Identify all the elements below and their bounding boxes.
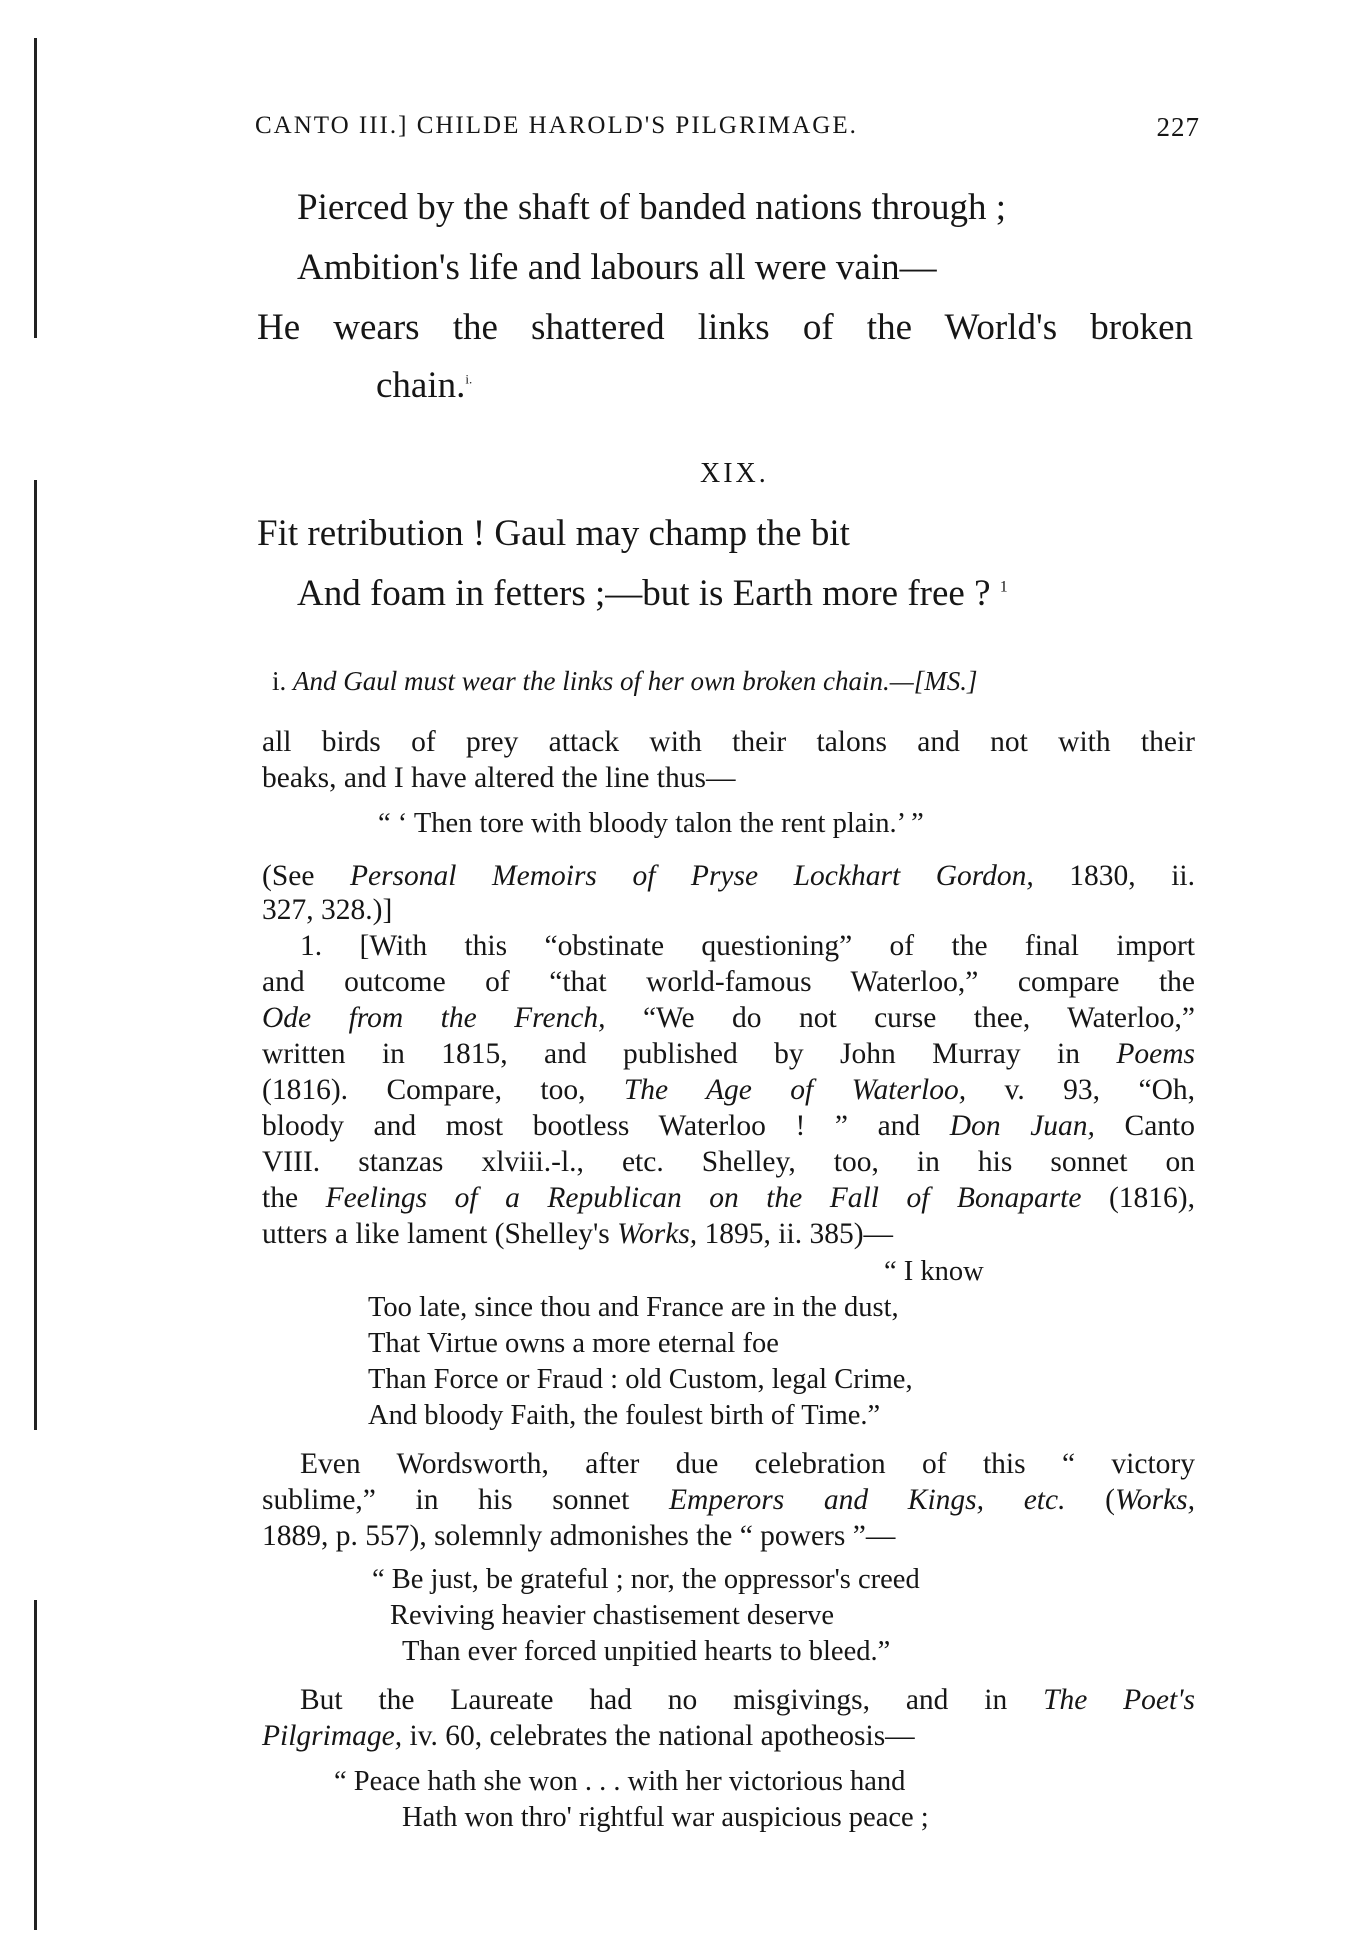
note-line: 1889, p. 557), solemnly admonishes the “ powers ”— <box>262 1520 896 1552</box>
book-title: Personal Memoirs of Pryse Lockhart Gordon, <box>349 860 1034 892</box>
footnote-reference: 1 <box>999 578 1008 596</box>
note-text: ( <box>1065 1484 1115 1516</box>
quoted-line: Than ever forced unpitied hearts to bleed.” <box>402 1636 891 1667</box>
note-text: Canto <box>1094 1110 1195 1142</box>
note-text: (1816). Compare, too, <box>262 1074 624 1106</box>
book-title: Emperors and Kings, etc. <box>668 1484 1066 1516</box>
note-line: VIII. stanzas xlviii.-l., etc. Shelley, too, in his sonnet on <box>262 1146 1195 1178</box>
note-text: “We do not curse thee, Waterloo,” <box>605 1002 1195 1034</box>
book-title: Feelings of a Republican on the Fall of Bonaparte <box>325 1182 1082 1214</box>
book-title: Works, <box>617 1218 698 1250</box>
verse-line: He wears the shattered links of the World's broken <box>257 307 1193 348</box>
note-text: the <box>262 1182 326 1214</box>
note-line <box>262 1718 1195 1754</box>
running-title: CANTO III.] CHILDE HAROLD'S PILGRIMAGE. <box>255 112 858 139</box>
stanza-numeral: XIX. <box>700 458 769 489</box>
note-line <box>262 1482 1195 1518</box>
note-text: (See <box>262 860 350 892</box>
note-text: utters a like lament (Shelley's <box>262 1218 618 1250</box>
note-text: (1816), <box>1081 1182 1196 1214</box>
quoted-line: Too late, since thou and France are in the dust, <box>368 1292 899 1323</box>
book-title: The Poet's <box>1043 1684 1196 1716</box>
note-text: sublime,” in his sonnet <box>262 1484 669 1516</box>
note-text: written in 1815, and published by John Murray in <box>262 1038 1117 1070</box>
binding-edge-mark <box>34 38 37 338</box>
verse-line <box>376 364 472 407</box>
note-text: But the Laureate had no misgivings, and in <box>300 1684 1044 1716</box>
note-line: beaks, and I have altered the line thus— <box>262 762 736 794</box>
verse-line: Ambition's life and labours all were vain— <box>297 247 937 288</box>
quoted-line: “ Be just, be grateful ; nor, the oppressor's creed <box>372 1564 920 1595</box>
note-line: Even Wordsworth, after due celebration of this “ victory <box>300 1448 1195 1480</box>
variant-reference: i. <box>465 371 473 387</box>
note-text: v. 93, “Oh, <box>966 1074 1195 1106</box>
note-text: bloody and most bootless Waterloo ! ” and <box>262 1110 950 1142</box>
variant-text: And Gaul must wear the links of her own broken chain. <box>293 666 890 696</box>
quoted-line: “ ‘ Then tore with bloody talon the rent plain.’ ” <box>378 808 924 839</box>
quoted-line: Reviving heavier chastisement deserve <box>390 1600 834 1631</box>
note-line: and outcome of “that world-famous Waterloo,” compare the <box>262 966 1195 998</box>
binding-edge-mark <box>34 480 37 1430</box>
quoted-line: “ I know <box>884 1256 984 1287</box>
note-line <box>262 1180 1195 1216</box>
verse-text: And foam in fetters ;—but is Earth more free ? <box>297 573 991 614</box>
verse-line <box>297 572 1008 615</box>
quoted-line: Than Force or Fraud : old Custom, legal Crime, <box>368 1364 913 1395</box>
quoted-line: Hath won thro' rightful war auspicious peace ; <box>402 1802 929 1833</box>
verse-word: chain. <box>376 365 466 406</box>
note-line: all birds of prey attack with their talons and not with their <box>262 726 1195 758</box>
note-text: 1895, ii. 385)— <box>697 1218 894 1250</box>
variant-reading <box>272 666 977 697</box>
verse-line: Pierced by the shaft of banded nations through ; <box>297 187 1006 228</box>
variant-source: —[MS.] <box>889 666 978 696</box>
book-title: Ode from the French, <box>262 1002 606 1034</box>
quoted-line: “ Peace hath she won . . . with her victorious hand <box>334 1766 906 1797</box>
book-title: The Age of Waterloo, <box>623 1074 967 1106</box>
book-title: Works, <box>1114 1484 1196 1516</box>
note-line <box>300 1682 1195 1718</box>
quoted-line: That Virtue owns a more eternal foe <box>368 1328 779 1359</box>
book-title: Don Juan, <box>949 1110 1095 1142</box>
variant-marker: i. <box>272 666 287 696</box>
note-line <box>262 858 1195 894</box>
verse-line: Fit retribution ! Gaul may champ the bit <box>257 513 850 554</box>
note-line <box>262 1216 1195 1252</box>
note-line: 327, 328.)] <box>262 894 393 926</box>
binding-edge-mark <box>34 1600 37 1930</box>
page-number: 227 <box>1156 112 1200 142</box>
note-line <box>262 1108 1195 1144</box>
book-title: Poems <box>1116 1038 1195 1070</box>
quoted-line: And bloody Faith, the foulest birth of Time.” <box>368 1400 881 1431</box>
note-line: 1. [With this “obstinate questioning” of the final import <box>300 930 1195 962</box>
note-line <box>262 1036 1195 1072</box>
note-line <box>262 1000 1195 1036</box>
note-text: 1830, ii. <box>1033 860 1195 892</box>
note-line <box>262 1072 1195 1108</box>
note-text: iv. 60, celebrates the national apotheosis— <box>402 1720 915 1752</box>
book-title: Pilgrimage, <box>262 1720 403 1752</box>
